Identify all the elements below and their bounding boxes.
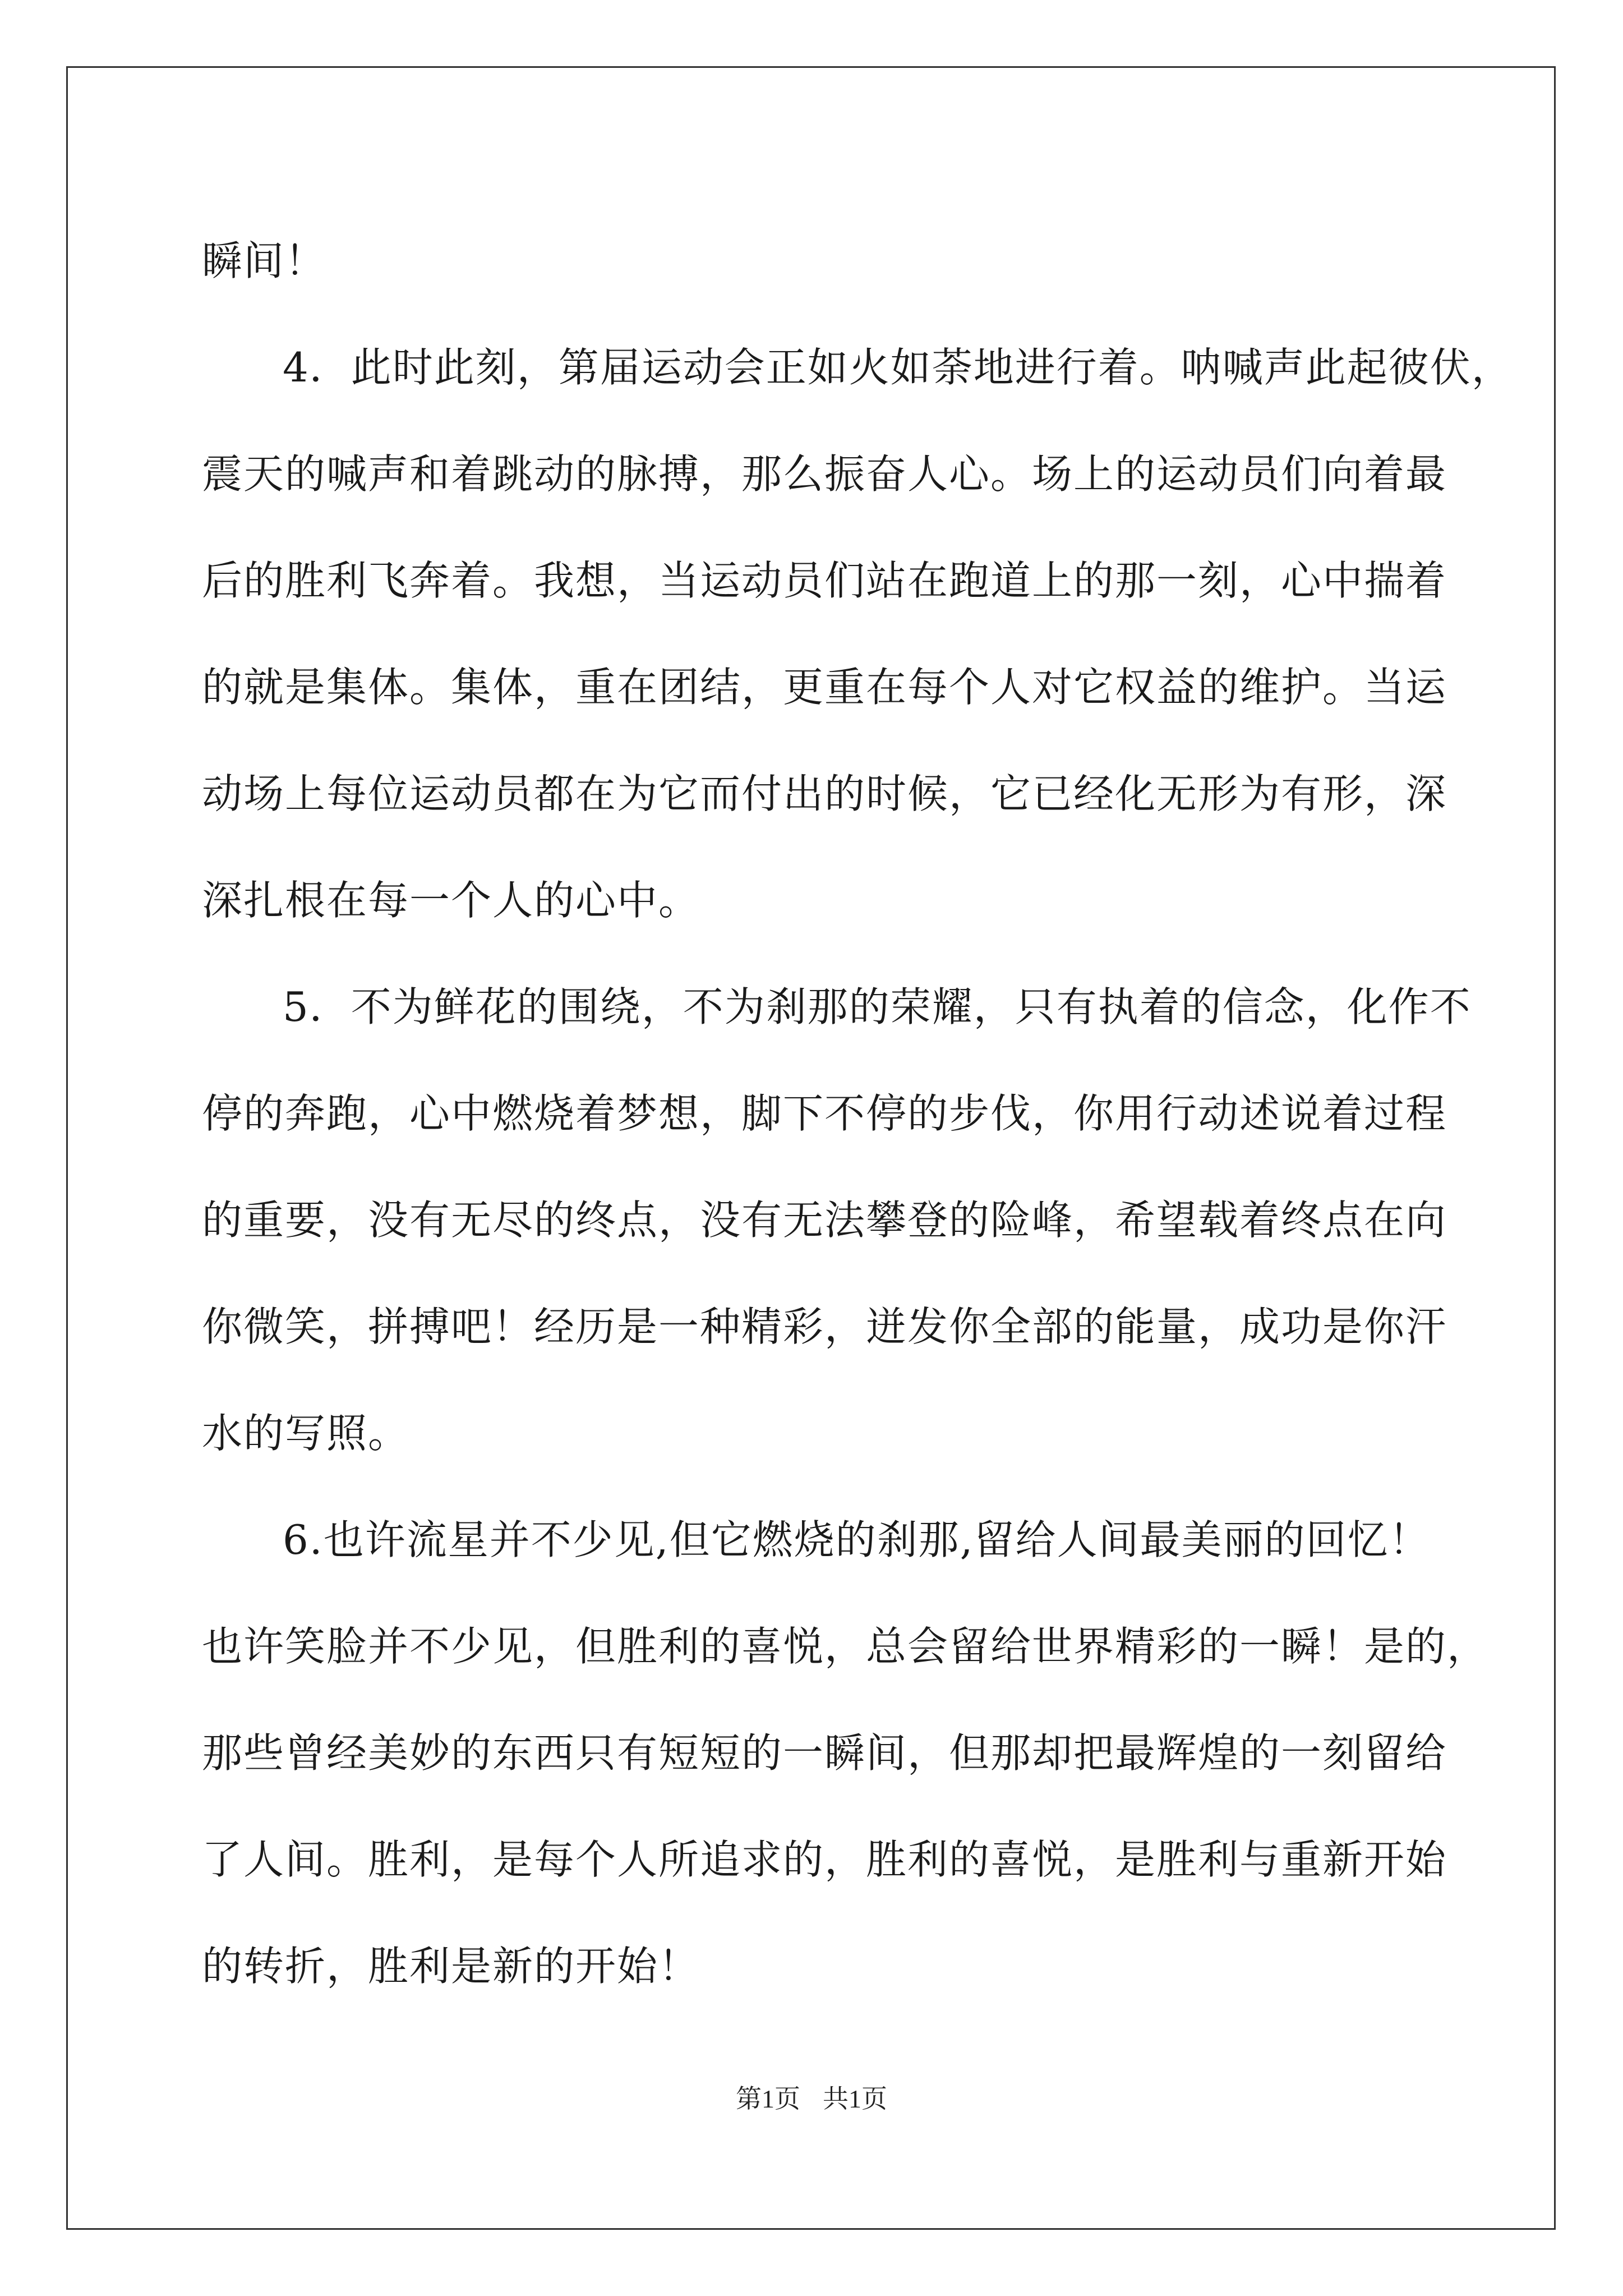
text-line: 也许笑脸并不少见，但胜利的喜悦，总会留给世界精彩的一瞬！是的， <box>202 1623 1489 1670</box>
text-line: 瞬间！ <box>202 237 327 284</box>
text-line: 的重要，没有无尽的终点，没有无法攀登的险峰，希望载着终点在向 <box>202 1197 1447 1244</box>
text-line: 那些曾经美妙的东西只有短短的一瞬间，但那却把最辉煌的一刻留给 <box>202 1729 1447 1777</box>
paragraph-item-5-body <box>202 1060 1492 1487</box>
text-line: 深扎根在每一个人的心中。 <box>202 877 700 924</box>
paragraph-item-4-body <box>202 421 1492 954</box>
text-line: 的就是集体。集体，重在团结，更重在每个人对它权益的维护。当运 <box>202 664 1447 711</box>
paragraph-continuation <box>202 208 1492 314</box>
paragraph-item-4 <box>202 314 1513 421</box>
paragraph-item-5 <box>202 954 1492 1060</box>
text-line: 你微笑，拼搏吧！经历是一种精彩，迸发你全部的能量，成功是你汗 <box>202 1303 1447 1350</box>
document-body <box>202 208 1513 2019</box>
page-total: 共1页 <box>823 2085 887 2113</box>
text-line: 震天的喊声和着跳动的脉搏，那么振奋人心。场上的运动员们向着最 <box>202 450 1447 498</box>
text-line: 动场上每位运动员都在为它而付出的时候，它已经化无形为有形，深 <box>202 770 1447 817</box>
page-footer <box>0 2078 1623 2115</box>
text-line: 5．不为鲜花的围绕，不为刹那的荣耀，只有执着的信念，化作不 <box>283 983 1472 1030</box>
text-line: 6.也许流星并不少见,但它燃烧的刹那,留给人间最美丽的回忆！ <box>283 1516 1431 1563</box>
text-line: 后的胜利飞奔着。我想，当运动员们站在跑道上的那一刻，心中揣着 <box>202 557 1447 604</box>
text-line: 4．此时此刻，第届运动会正如火如荼地进行着。呐喊声此起彼伏， <box>283 344 1513 391</box>
text-line: 了人间。胜利，是每个人所追求的，胜利的喜悦，是胜利与重新开始 <box>202 1836 1447 1883</box>
page-number: 第1页 <box>736 2085 800 2113</box>
paragraph-item-6-body <box>202 1593 1492 2019</box>
text-line: 的转折，胜利是新的开始！ <box>202 1943 700 1990</box>
text-line: 停的奔跑，心中燃烧着梦想，脚下不停的步伐，你用行动述说着过程 <box>202 1090 1447 1137</box>
paragraph-item-6 <box>202 1487 1492 1593</box>
text-line: 水的写照。 <box>202 1410 410 1457</box>
